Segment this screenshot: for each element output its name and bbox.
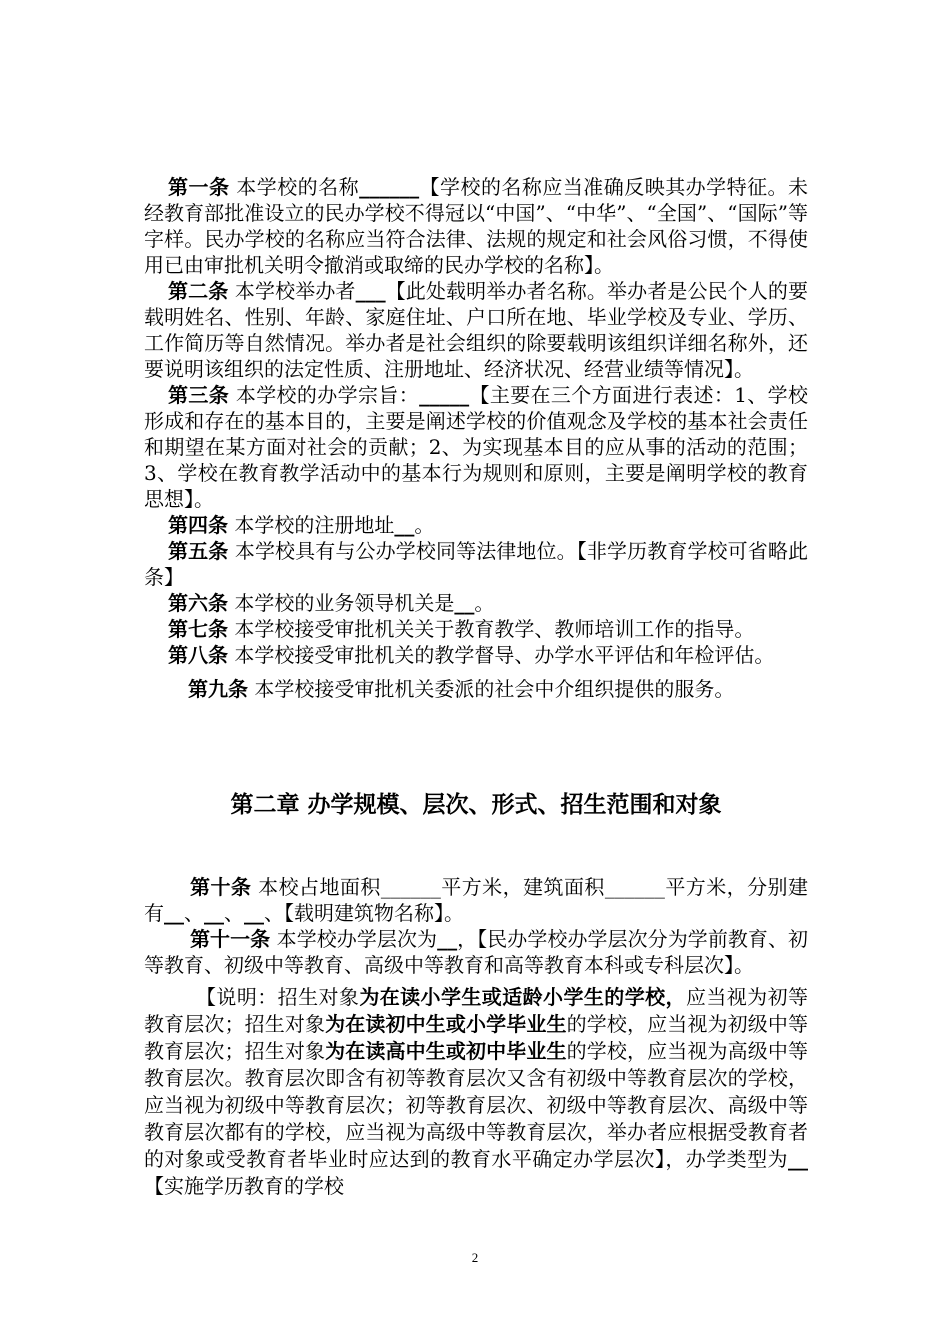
article-label: 第五条 — [168, 539, 229, 563]
fill-blank: __ — [454, 591, 475, 615]
article-label: 第十条 — [190, 875, 252, 899]
article-8: 第八条 本学校接受审批机关的教学督导、办学水平评估和年检评估。 — [168, 643, 775, 667]
article-label: 第三条 — [168, 383, 230, 407]
fill-blank: __ — [788, 1147, 808, 1171]
fill-blank: _____ — [419, 383, 470, 407]
article-1: 第一条 本学校的名称______【学校的名称应当准确反映其办学特征。未经教育部批准设立的民办学校不得冠以“中国”、“中华”、“全国”、“国际”等字样。民办学校的名称应当符合法律、法规的规定和社会风俗习惯，不得使用已由审批机关明令撤消或取缔的民办学校的名称】。 — [144, 175, 809, 277]
fill-blank: __ — [164, 901, 184, 925]
page-number: 2 — [471, 1250, 479, 1265]
fill-blank: __ — [204, 901, 224, 925]
article-label: 第六条 — [168, 591, 228, 615]
fill-blank: ______ — [380, 875, 441, 899]
article-label: 第八条 — [168, 643, 228, 667]
article-2: 第二条 本学校举办者___【此处载明举办者名称。举办者是公民个人的要载明姓名、性别、年龄、家庭住址、户口所在地、毕业学校及专业、学历、工作简历等自然情况。举办者是社会组织的除要载明该组织详细名称外，还要说明该组织的法定性质、注册地址、经济状况、经营业绩等情况】。 — [144, 279, 809, 381]
explanation-note: 【说明：招生对象为在读小学生或适龄小学生的学校，应当视为初等教育层次；招生对象为在读初中生或小学毕业生的学校，应当视为初级中等教育层次；招生对象为在读高中生或初中毕业生的学校，应当视为高级中等教育层次。教育层次即含有初等教育层次又含有初级中等教育层次的学校，应当视为初级中等教育层次；初等教育层次、初级中等教育层次、高级中等教育层次都有的学校，应当视为高级中等教育层次，举办者应根据受教育者的对象或受教育者毕业时应达到的教育水平确定办学层次】，办学类型为__【实施学历教育的学校 — [144, 985, 809, 1198]
fill-blank: __ — [244, 901, 264, 925]
article-label: 第一条 — [168, 175, 230, 199]
chapter-one-articles — [144, 174, 808, 702]
article-label: 第七条 — [168, 617, 228, 641]
chapter-two-title: 第二章 办学规模、层次、形式、招生范围和对象 — [230, 792, 722, 818]
fill-blank: __ — [437, 927, 458, 951]
article-3: 第三条 本学校的办学宗旨：_____【主要在三个方面进行表述：1、学校形成和存在的基本目的，主要是阐述学校的价值观念及学校的基本社会责任和期望在某方面对社会的贡献；2、为实现基本目的应从事的活动的范围；3、学校在教育教学活动中的基本行为规则和原则，主要是阐明学校的教育思想】。 — [144, 383, 809, 511]
fill-blank: ___ — [355, 279, 386, 303]
fill-blank: __ — [394, 513, 415, 537]
article-10: 第十条 本校占地面积______平方米，建筑面积______平方米，分别建有__、__、__、【载明建筑物名称】。 — [144, 875, 809, 925]
article-label: 第九条 — [188, 677, 248, 701]
article-4: 第四条 本学校的注册地址__。 — [168, 513, 435, 537]
article-7: 第七条 本学校接受审批机关关于教育教学、教师培训工作的指导。 — [168, 617, 755, 641]
fill-blank: ______ — [359, 175, 420, 199]
article-label: 第十一条 — [190, 927, 271, 951]
article-label: 第四条 — [168, 513, 228, 537]
emphasis-text: 为在读初中生或小学毕业生 — [325, 1012, 567, 1036]
fill-blank: ______ — [604, 875, 665, 899]
article-11: 第十一条 本学校办学层次为__，【民办学校办学层次分为学前教育、初等教育、初级中等教育、高级中等教育和高等教育本科或专科层次】。 — [144, 927, 809, 977]
article-6: 第六条 本学校的业务领导机关是__。 — [168, 591, 495, 615]
article-9: 第九条 本学校接受审批机关委派的社会中介组织提供的服务。 — [188, 677, 735, 701]
emphasis-text: 为在读高中生或初中毕业生 — [325, 1039, 567, 1063]
emphasis-text: 为在读小学生或适龄小学生的学校， — [359, 985, 686, 1009]
article-label: 第二条 — [168, 279, 229, 303]
article-5: 第五条 本学校具有与公办学校同等法律地位。【非学历教育学校可省略此条】 — [144, 539, 809, 589]
chapter-two-articles — [144, 874, 808, 1200]
